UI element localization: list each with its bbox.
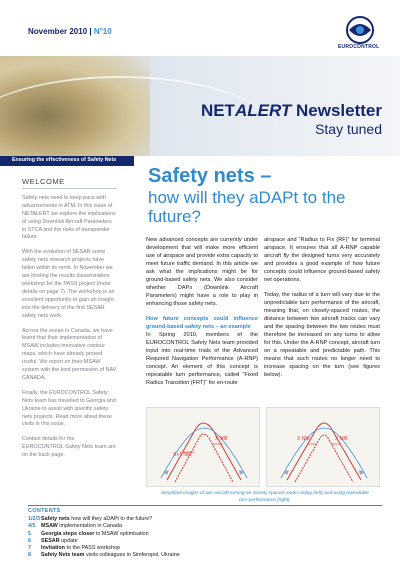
article-subheadline: how will they aDAPt to the future? [148,188,346,226]
issue-number: N°10 [93,27,112,36]
article-paragraph: Today, the radius of a turn will vary due to the unpredictable turn performance of the aircraft, meaning that, on closely-spaced routes, the distance between two aircraft tracks can vary and the spacing between the two routes must therefore be increased on any turns to allow for this. Under the A-RNP concept, aircraft turn on a repeatable and predictable path. This means that such routes no longer need to increase spacing on the turn (see figures below). [264,292,380,378]
welcome-sidebar [22,178,117,467]
issue-date: November 2010 | [28,27,94,36]
contents-list [28,516,180,560]
article-subheading: How future concepts could influence ground-based safety nets – an example [146,316,258,330]
welcome-paragraph: Contact details for the EUROCONTROL Safety Nets team are on the back page. [22,436,116,459]
figure-today [146,407,260,487]
welcome-paragraph: With the evolution of SESAR some safety nets research projects have fallen within its remit. In November we are hosting the results dissemination workshop for the PASS project (more details on page 7). The workshop is an excellent opportunity to gain an insight into the delivery of the first SESAR safety nets work. [22,249,115,319]
newsletter-title: NETALERT Newsletter [200,101,382,120]
tagline-strip [0,156,134,166]
figure-repeatable-turn [266,407,380,487]
tagline: Ensuring the effectiveness of Safety Nets [12,157,117,163]
contents-item[interactable]: 4/5 MSAW implementation in Canada [28,523,122,530]
routes-arnp-diagram [267,408,381,488]
article-column-1 [146,236,258,394]
spacing-label: X NM [335,436,348,442]
welcome-paragraph: Finally, the EUROCONTROL Safety Nets team has travelled to Georgia and Ukraine to assist with specific safety nets projects. Read more about these visits in this issue. [22,389,116,428]
article-paragraph: airspace and “Radius to Fix (RF)” for terminal airspace. It ensures that all A-RNP capable aircraft fly the designed turns very accurately and provides a good example of how future concepts could influence ground-based safety net operations. [264,237,380,283]
newsletter-subtitle: Stay tuned [315,121,382,137]
spacing-label: X+1 NM [173,452,192,458]
figure-caption: Simplified images of two aircraft turning on closely spaced routes today (left) and using repeatable turn performance (right). [161,491,369,503]
masthead [0,0,400,50]
routes-today-diagram [147,408,261,488]
contents-item[interactable]: 5 Georgia steps closer to MSAW optimisation [28,530,149,537]
contents-item[interactable]: 8 Safety Nets team visits colleagues in Simferopol, Ukraine [28,552,180,559]
article-paragraph: In Spring 2010, members of the EUROCONTROL Safety Nets team provided input into real-time trials of the Advanced Required Navigation Performance (A-RNP) concept. An element of this concept is repeatable turn performance, called “Fixed Radius Transition (FRT)” for en-route [146,332,258,386]
article-paragraph: New advanced concepts are currently under development that will make more efficient use of airspace and provide extra capacity to meet future traffic demand. In this article we ask what the implications might be for ground-based safety nets. We also consider whether DAPs (Downlink Aircraft Parameters) might have a role to play in enhancing those safety nets. [146,237,258,307]
logo-text: EUROCONTROL [338,44,380,50]
article-headline: Safety nets – [148,165,272,187]
contents-item[interactable]: 6 SESAR update [28,537,78,544]
contents-heading: CONTENTS [28,508,61,514]
welcome-paragraph: Across the ocean in Canada, we have learnt that their implementation of MSAW includes innovative contour maps, which have already proved useful. We report on their MSAW system with the kind permission of NAV CANADA. [22,327,117,381]
contents-box [0,505,400,566]
issue-info [28,27,112,36]
contents-divider [28,505,382,506]
turn-figures [146,407,380,487]
spacing-label: X NM [297,436,310,442]
welcome-paragraph: Safety nets need to keep pace with advancements in ATM. In this issue of NETALERT we explore the implications of using Downlink Aircraft Parameters in STCA and the risks of transponder failure. [22,194,116,241]
article-column-2 [264,236,380,386]
spacing-label: X NM [215,436,228,442]
contents-item[interactable]: 1/2/3Safety nets how will they aDAPt to the future? [28,516,153,522]
welcome-heading: WELCOME [22,177,65,186]
contents-item[interactable]: 7 Invitation to the PASS workshop [28,545,121,552]
